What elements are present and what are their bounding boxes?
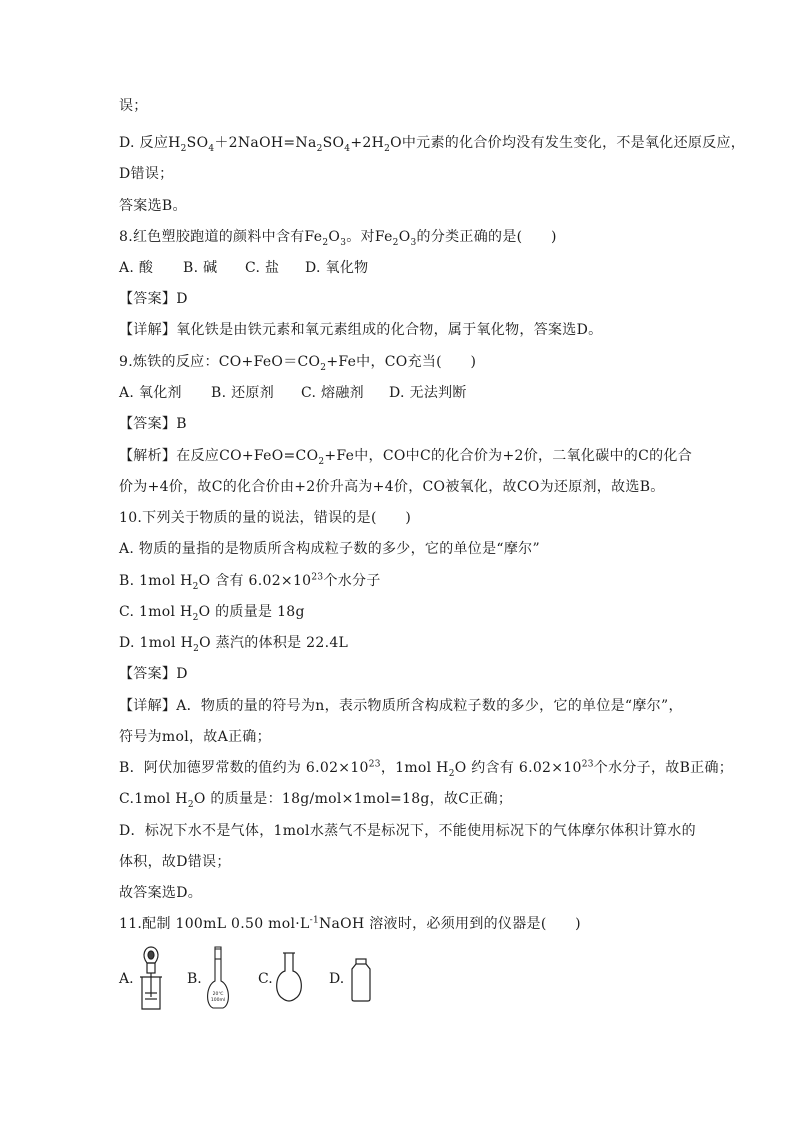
option-d: D. 无法判断	[389, 385, 467, 401]
explanation: 【详解】A．物质的量的符号为n，表示物质所含构成粒子数的多少，它的单位是“摩尔”，	[119, 698, 683, 714]
flask-volume-label: 100ml	[210, 998, 226, 1003]
explanation: 【详解】氧化铁是由铁元素和氧元素组成的化合物，属于氧化物，答案选D。	[119, 322, 603, 338]
explanation: D．标况下水不是气体，1mol水蒸气不是标况下，不能使用标况下的气体摩尔体积计算水的	[119, 823, 696, 839]
flask-temperature-label: 20℃	[212, 992, 224, 997]
option-d: D. 氧化物	[305, 260, 369, 276]
answer: 【答案】D	[119, 291, 188, 307]
option-b: B. 碱	[183, 260, 218, 276]
option-c: C. 熔融剂	[301, 385, 364, 401]
question-11: 11.配制 100mL 0.50 $mol\cdot L^{-1}NaOH$ 溶液时，必须用到的仪器是( )	[119, 915, 581, 932]
question-9-options	[119, 383, 467, 403]
question-10: 10.下列关于物质的量的说法，错误的是( )	[119, 510, 412, 526]
apparatus-c	[258, 945, 318, 1015]
explanation: 体积，故D错误；	[119, 854, 231, 870]
option-b: B. 1mol $H_2O$ 含有 $6.02\times 10^{23}$个水分子	[119, 572, 381, 592]
option-a: A. 氧化剂	[119, 385, 182, 401]
text-line: 答案选B。	[119, 198, 187, 214]
apparatus-b	[187, 945, 247, 1015]
apparatus-label: C.	[258, 971, 273, 987]
option-a: A. 酸	[119, 260, 154, 276]
explanation: 故答案选D。	[119, 885, 203, 901]
explanation: C.1mol $H_2O$ 的质量是：18g/mol×1mol=18g，故C正确；	[119, 791, 513, 810]
question-8-options	[119, 258, 368, 278]
dropper-bottle-icon	[137, 945, 165, 1011]
answer: 【答案】D	[119, 666, 188, 682]
text-line: D错误；	[119, 166, 174, 182]
explanation: 符号为mol，故A正确；	[119, 729, 271, 745]
text-line: 误；	[119, 98, 148, 114]
option-d: D. 1mol $H_2O$ 蒸汽的体积是 22.4L	[119, 635, 349, 654]
volumetric-flask-icon	[203, 945, 233, 1011]
question-8: 8.红色塑胶跑道的颜料中含有$Fe_2O_3$。对$Fe_2O_3$的分类正确的是( )	[119, 229, 557, 248]
option-c: C. 1mol $H_2O$ 的质量是 18g	[119, 604, 305, 623]
apparatus-label: D.	[329, 971, 345, 987]
reagent-bottle-icon	[347, 945, 375, 1005]
option-c: C. 盐	[245, 260, 280, 276]
explanation: B．阿伏加德罗常数的值约为 $6.02\times 10^{23}$，1mol $H_2O$ 约含有 $6.02\times 10^{23}$个水分子，故B正确；	[119, 759, 734, 779]
option-b: B. 还原剂	[211, 385, 274, 401]
text-line: D. 反应$H_2SO_4+2NaOH=Na_2SO_4+2H_2O$中元素的化合价均没有发生变化，不是氧化还原反应，	[119, 135, 746, 154]
round-bottom-flask-icon	[273, 945, 305, 1005]
apparatus-d	[329, 945, 389, 1015]
apparatus-label: B.	[187, 971, 202, 987]
apparatus-label: A.	[119, 971, 134, 987]
option-a: A. 物质的量指的是物质所含构成粒子数的多少，它的单位是“摩尔”	[119, 541, 540, 557]
explanation: 【解析】在反应$CO+FeO=CO_2+Fe$中，CO中C的化合价为+2价，二氧化碳中的C的化合	[119, 448, 693, 467]
question-9: 9.炼铁的反应：$CO+FeO=CO_2+Fe$中，CO充当( )	[119, 354, 477, 373]
answer: 【答案】B	[119, 416, 187, 432]
explanation: 价为+4价，故C的化合价由+2价升高为+4价，CO被氧化，故CO为还原剂，故选B。	[119, 479, 665, 495]
apparatus-options	[119, 945, 399, 1015]
apparatus-a	[119, 945, 179, 1015]
